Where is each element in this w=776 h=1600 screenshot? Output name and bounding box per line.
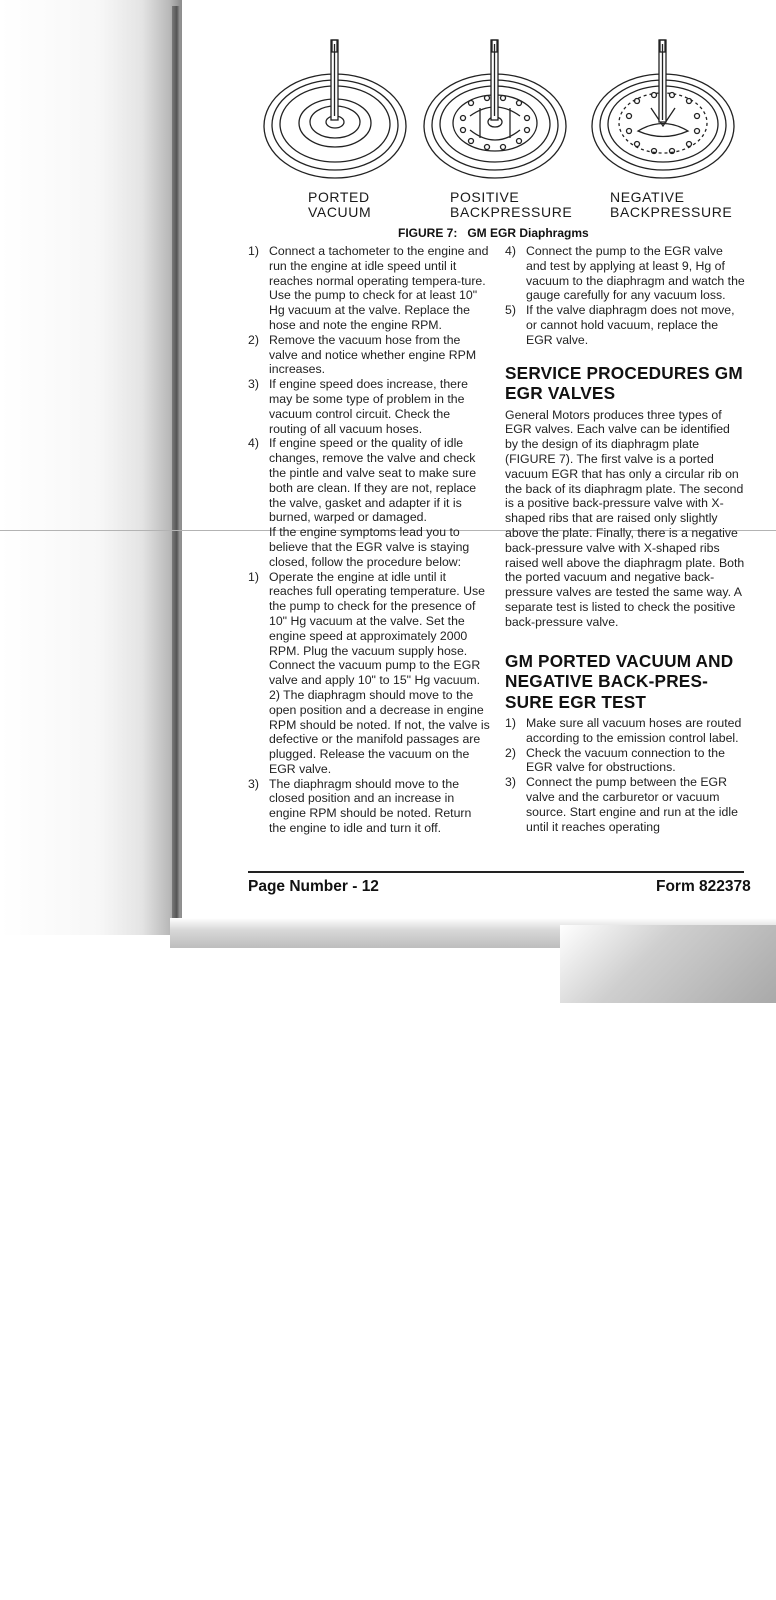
list-text: Connect the pump between the EGR valve and the carburetor or vacuum source. Start engine and run at the idle until it reaches operating xyxy=(526,775,738,834)
form-number: Form 822378 xyxy=(656,878,751,895)
section-paragraph-egr-types: General Motors produces three types of EGR valves. Each valve can be identified by the design of its diaphragm plate (FIGURE 7). The first valve is a ported vacuum EGR that has only a circular rib on the back of its diaphragm plate. The second is a positive back-pressure valve with X-shaped ribs that are raised only slightly above the plate. Finally, there is a negative back-pressure valve with X-shaped ribs raised well above the diaphragm plate. Both the ported vacuum and negative back-pressure valves are tested the same way. A separate test is listed to check the positive back-pressure valve. xyxy=(505,407,745,629)
list-item xyxy=(505,746,745,776)
figure-egr-diaphragms xyxy=(258,38,748,238)
section-heading-service-procedures: SERVICE PROCEDURES GM EGR VALVES xyxy=(505,362,743,404)
list-item xyxy=(505,716,745,746)
list-text: The diaphragm should move to the closed position and an increase in engine RPM should be noted. Return the engine to idle and turn it off. xyxy=(269,776,472,836)
list-number: 1) xyxy=(248,244,259,258)
list-text: If the valve diaphragm does not move, or cannot hold vacuum, replace the EGR valve. xyxy=(526,303,735,347)
list-text: If engine speed does increase, there may be some type of problem in the vacuum control circuit. Check the routing of all vacuum hoses. xyxy=(269,377,468,436)
list-item xyxy=(505,303,745,347)
list-number: 3) xyxy=(505,775,516,790)
figure-caption-prefix: FIGURE 7: xyxy=(398,226,458,240)
list-item xyxy=(248,570,490,777)
list-number: 2) xyxy=(505,745,516,760)
list-item xyxy=(248,333,490,377)
page-number: Page Number - 12 xyxy=(248,878,379,895)
list-text: Make sure all vacuum hoses are routed according to the emission control label. xyxy=(526,716,742,745)
list-item xyxy=(248,777,490,836)
list-text: Remove the vacuum hose from the valve and notice whether engine RPM increases. xyxy=(269,332,477,377)
list-number: 1) xyxy=(505,716,516,731)
scan-page-edge xyxy=(172,6,180,931)
list-item xyxy=(248,436,490,525)
ported-vacuum-diaphragm-illustration xyxy=(264,40,406,178)
section-heading-ported-vacuum-test: GM PORTED VACUUM AND NEGATIVE BACK-PRES-SURE EGR TEST xyxy=(505,650,734,712)
list-number: 4) xyxy=(505,244,516,258)
list-item xyxy=(505,244,745,303)
footer-rule xyxy=(248,871,744,873)
figure-label-ported-vacuum: PORTED VACUUM xyxy=(308,189,372,220)
figure-caption-text: GM EGR Diaphragms xyxy=(467,226,589,240)
positive-backpressure-diaphragm-illustration xyxy=(424,40,566,178)
list-text: If engine speed or the quality of idle changes, remove the valve and check the pintle and valve seat to make sure both are clean. If they are not, replace the valve, gasket and adapter if it is burned, warped or damaged. xyxy=(269,436,477,525)
list-item xyxy=(248,244,490,333)
list-text: Operate the engine at idle until it reaches full operating temperature. Use the pump to check for the presence of 10" Hg vacuum at the valve. Set the engine speed at approximately 2000 RPM. Plug the vacuum supply hose. Connect the vacuum pump to the EGR valve and apply 10" to 15" Hg vacuum. 2) The diaphragm should move to the open position and a decrease in engine RPM should be noted. If not, the valve is defective or the manifold passages are plugged. Release the vacuum on the EGR valve. xyxy=(269,569,490,776)
negative-backpressure-diaphragm-illustration xyxy=(592,40,734,178)
figure-label-positive-backpressure: POSITIVE BACKPRESSURE xyxy=(450,189,573,220)
list-item xyxy=(505,775,745,834)
diaphragm-illustrations xyxy=(258,38,748,188)
list-number: 5) xyxy=(505,303,516,318)
figure-label-negative-backpressure: NEGATIVE BACKPRESSURE xyxy=(610,189,733,220)
list-number: 3) xyxy=(248,776,259,791)
list-text: Check the vacuum connection to the EGR valve for obstructions. xyxy=(526,745,725,775)
right-column xyxy=(505,244,745,834)
figure-caption xyxy=(398,226,589,240)
list-number: 3) xyxy=(248,377,259,392)
list-text: Connect the pump to the EGR valve and test by applying at least 9, Hg of vacuum to the diaphragm and watch the gauge carefully for any vacuum loss. xyxy=(526,244,745,303)
list-number: 1) xyxy=(248,569,259,584)
list-text: Connect a tachometer to the engine and run the engine at idle speed until it reaches normal operating tempera-ture. Use the pump to check for at least 10" Hg vacuum at the valve. Replace the hose and note the engine RPM. xyxy=(269,244,489,332)
list-number: 4) xyxy=(248,436,259,451)
procedure-intro: If the engine symptoms lead you to believe that the EGR valve is staying closed, follow the procedure below: xyxy=(269,525,470,569)
scan-corner-shade xyxy=(560,925,776,1003)
list-item xyxy=(248,377,490,436)
scan-left-shadow xyxy=(0,0,182,935)
list-number: 2) xyxy=(248,332,259,347)
left-column xyxy=(248,244,490,836)
